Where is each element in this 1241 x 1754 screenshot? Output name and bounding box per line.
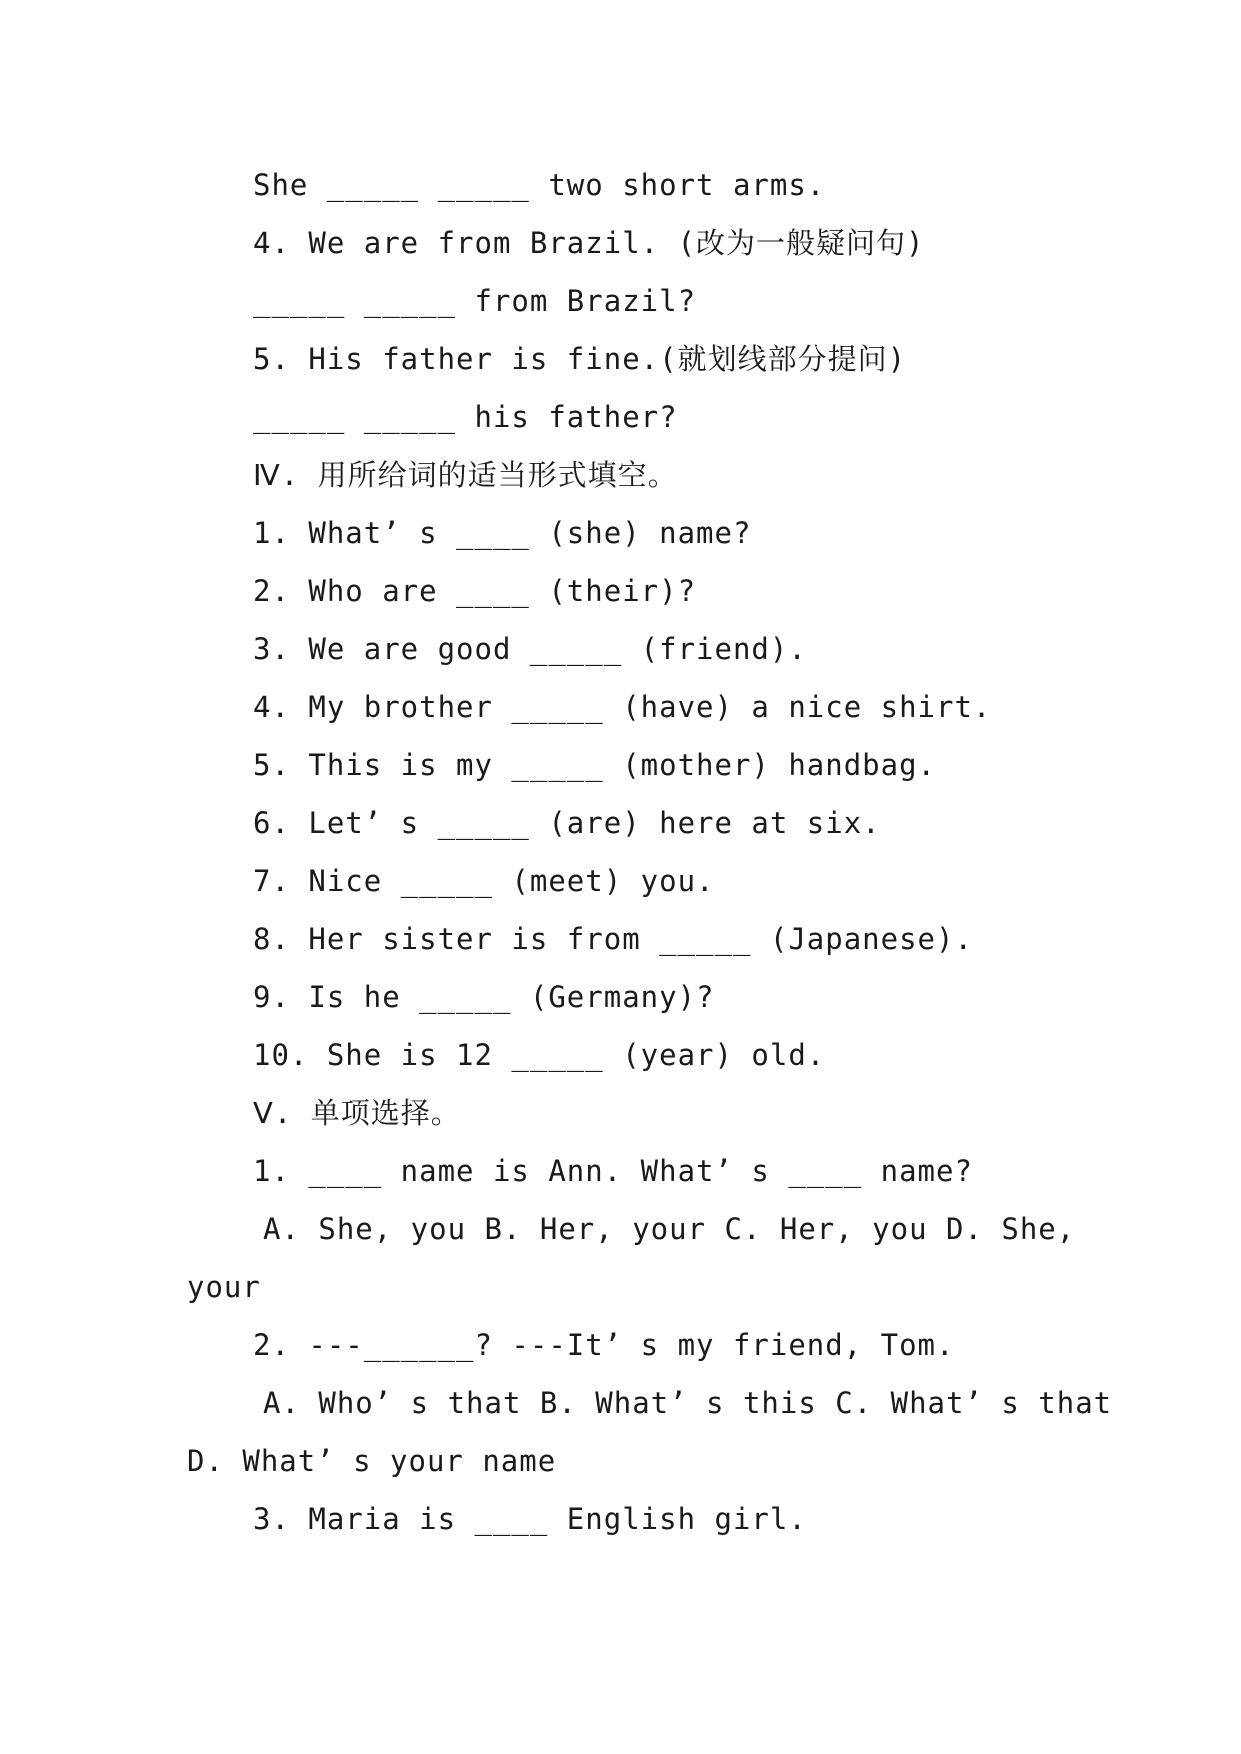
text-line: 2. ---______? ---It’ s my friend, Tom. [253,1328,955,1362]
text-line: 4. We are from Brazil. (改为一般疑问句) [253,226,925,260]
text-line: 3. We are good _____ (friend). [253,632,807,666]
text-line: 9. Is he _____ (Germany)? [253,980,715,1014]
option-line: A. She, you B. Her, your C. Her, you D. She, [263,1212,1076,1246]
text-line: _____ _____ from Brazil? [253,284,697,318]
option-line: A. Who’ s that B. What’ s this C. What’ s that [263,1386,1113,1420]
section-heading: Ⅴ. 单项选择。 [253,1096,461,1130]
section-heading: Ⅳ. 用所给词的适当形式填空。 [253,458,678,492]
text-line: 6. Let’ s _____ (are) here at six. [253,806,881,840]
option-line: your [187,1270,261,1304]
text-line: 10. She is 12 _____ (year) old. [253,1038,826,1072]
text-line: She _____ _____ two short arms. [253,168,826,202]
text-line: 8. Her sister is from _____ (Japanese). [253,922,973,956]
text-line: 2. Who are ____ (their)? [253,574,697,608]
text-line: 4. My brother _____ (have) a nice shirt. [253,690,992,724]
option-line: D. What’ s your name [187,1444,557,1478]
text-line: 5. This is my _____ (mother) handbag. [253,748,937,782]
text-line: 1. ____ name is Ann. What’ s ____ name? [253,1154,973,1188]
text-line: 1. What’ s ____ (she) name? [253,516,752,550]
text-line: 7. Nice _____ (meet) you. [253,864,715,898]
text-line: 5. His father is fine.(就划线部分提问) [253,342,907,376]
text-line: _____ _____ his father? [253,400,678,434]
text-line: 3. Maria is ____ English girl. [253,1502,807,1536]
